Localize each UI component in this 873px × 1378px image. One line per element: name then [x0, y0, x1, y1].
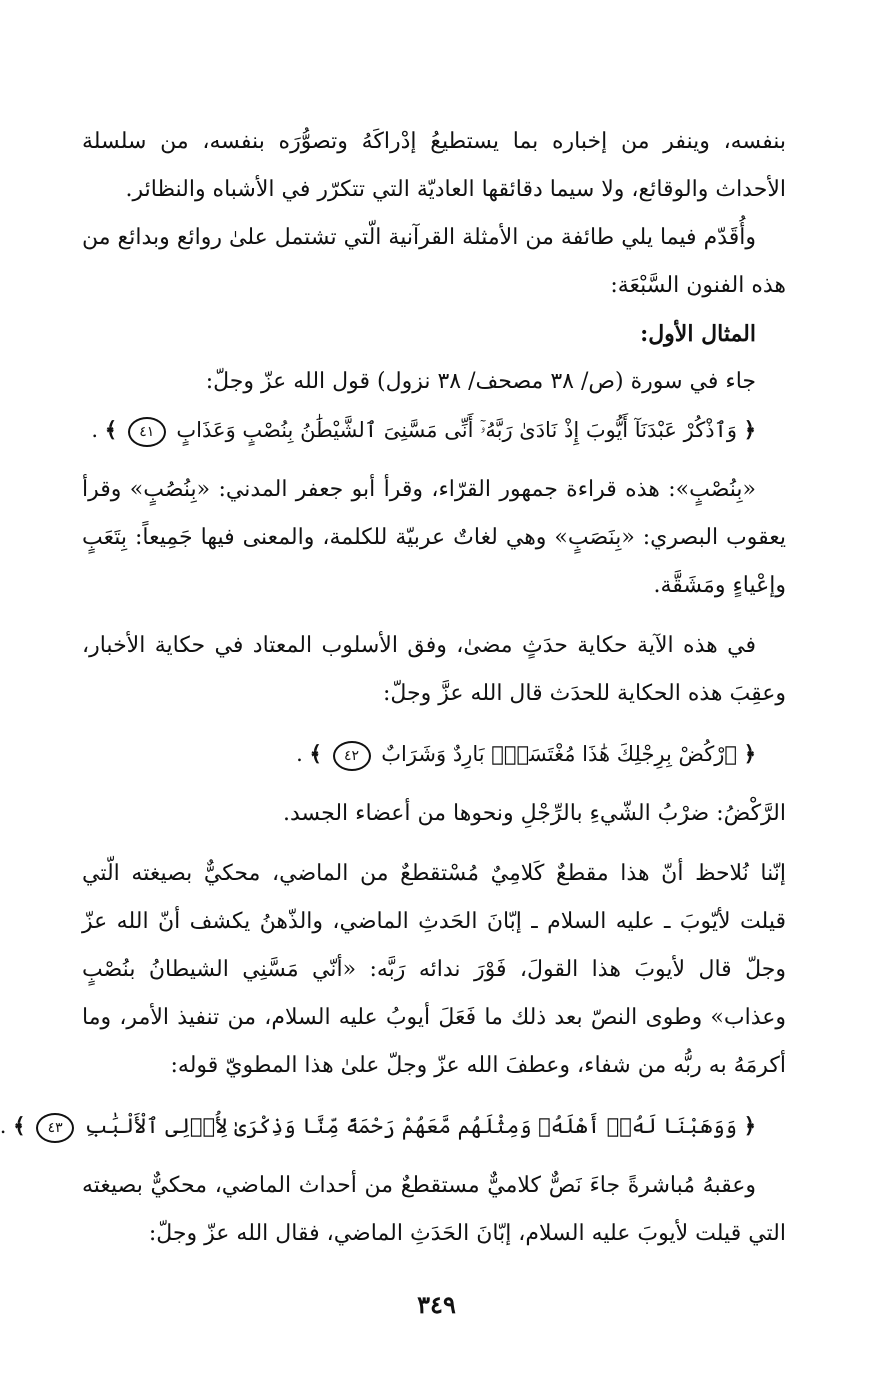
verse-open-bracket: ﴿: [743, 1113, 756, 1138]
ayah-number-badge: ٤٢: [333, 741, 371, 771]
paragraph-5: في هذه الآية حكاية حدَثٍ مضىٰ، وفق الأسلوب المعتاد في حكاية الأخبار، وعقِبَ هذه الحكاية للحدَث قال الله عزَّ وجلّ:: [82, 633, 786, 706]
verse-tail: .: [91, 418, 99, 442]
paragraph-8: وعقبهُ مُباشرةً جاءَ نَصٌّ كلاميٌّ مستقطعٌ من أحداث الماضي، محكيٌّ بصيغته التي قيلت لأيوبَ عليه السلام، إبّانَ الحَدَثِ الماضي، فقال الله عزّ وجلّ:: [82, 1173, 786, 1246]
verse-text: وَوَهَبْنَا لَهُۥٓ أَهْلَهُۥ وَمِثْلَهُم مَّعَهُمْ رَحْمَةً مِّنَّا وَذِكْرَىٰ لِأُو۟لِى ٱلْأَلْبَٰبِ: [84, 1114, 737, 1138]
paragraph-1: بنفسه، وينفر من إخباره بما يستطيعُ إدْراكَهُ وتصوُّرَه بنفسه، من سلسلة الأحداث والوقائع، ولا سيما دقائقها العاديّة التي تتكرّر في الأشباه والنظائر.: [82, 129, 786, 202]
verse-close-bracket: ﴾: [309, 741, 322, 766]
verse-close-bracket: ﴾: [104, 417, 118, 442]
quran-verse-41: [82, 406, 786, 454]
quran-verse-42: [82, 730, 786, 778]
page-body: [0, 118, 786, 1258]
verse-open-bracket: ﴿: [743, 741, 756, 766]
verse-text: وَٱذْكُرْ عَبْدَنَآ أَيُّوبَ إِذْ نَادَىٰ رَبَّهُۥٓ أَنِّى مَسَّنِىَ ٱلشَّيْطَٰنُ بِنُصْبٍ وَعَذَابٍ: [176, 418, 737, 442]
paragraph-4: «بِنُصْبٍ»: هذه قراءة جمهور القرّاء، وقرأ أبو جعفر المدني: «بِنُصُبٍ» وقرأ يعقوب البصري: «بِنَصَبٍ» وهي لغاتٌ عربيّة للكلمة، والمعنى فيها جَمِيعاً: بِتَعَبٍ وإعْياءٍ ومَشَقَّة.: [82, 477, 786, 598]
paragraph-7: إنّنا نُلاحظ أنّ هذا مقطعٌ كَلامِيٌ مُسْتقطعٌ من الماضي، محكيٌّ بصيغته الّتي قيلت لأيّوبَ ـ عليه السلام ـ إبّانَ الحَدثِ الماضي، والذّهنُ يكشف أنّ الله عزّ وجلّ قال لأيوبَ هذا القولَ، فَوْرَ ندائه رَبَّه: «أنّي مَسَّنِي الشيطانُ بنُصْبٍ وعذاب» وطوى النصّ بعد ذلك ما فَعَلَ أيوبُ عليه السلام، من تنفيذ الأمر، وما أكرمَهُ به ربُّه من شفاء، وعطفَ الله عزّ وجلّ علىٰ هذا المطويّ قوله:: [82, 861, 786, 1078]
verse-close-bracket: ﴾: [13, 1113, 26, 1138]
ayah-number-badge: ٤٣: [36, 1113, 74, 1143]
paragraph-6: الرَّكْضُ: ضرْبُ الشّيءِ بالرِّجْلِ ونحوها من أعضاء الجسد.: [282, 801, 786, 826]
section-heading: المثال الأول:: [640, 321, 756, 347]
verse-open-bracket: ﴿: [743, 417, 756, 442]
page-number: ٣٤٩: [417, 1290, 456, 1319]
ayah-number-badge: ٤١: [128, 417, 166, 447]
verse-tail: .: [0, 1114, 7, 1138]
verse-tail: .: [296, 742, 303, 766]
quran-verse-43: [0, 1102, 786, 1150]
paragraph-3: جاء في سورة (ص/ ٣٨ مصحف/ ٣٨ نزول) قول الله عزّ وجلّ:: [205, 369, 756, 394]
verse-text: ٱرْكُضْ بِرِجْلِكَ هَٰذَا مُغْتَسَلٌۢ بَارِدٌ وَشَرَابٌ: [381, 742, 737, 766]
paragraph-2: وأُقَدّم فيما يلي طائفة من الأمثلة القرآنية الّتي تشتمل علىٰ روائع وبدائع من هذه الفنون السَّبْعَة:: [82, 225, 786, 298]
